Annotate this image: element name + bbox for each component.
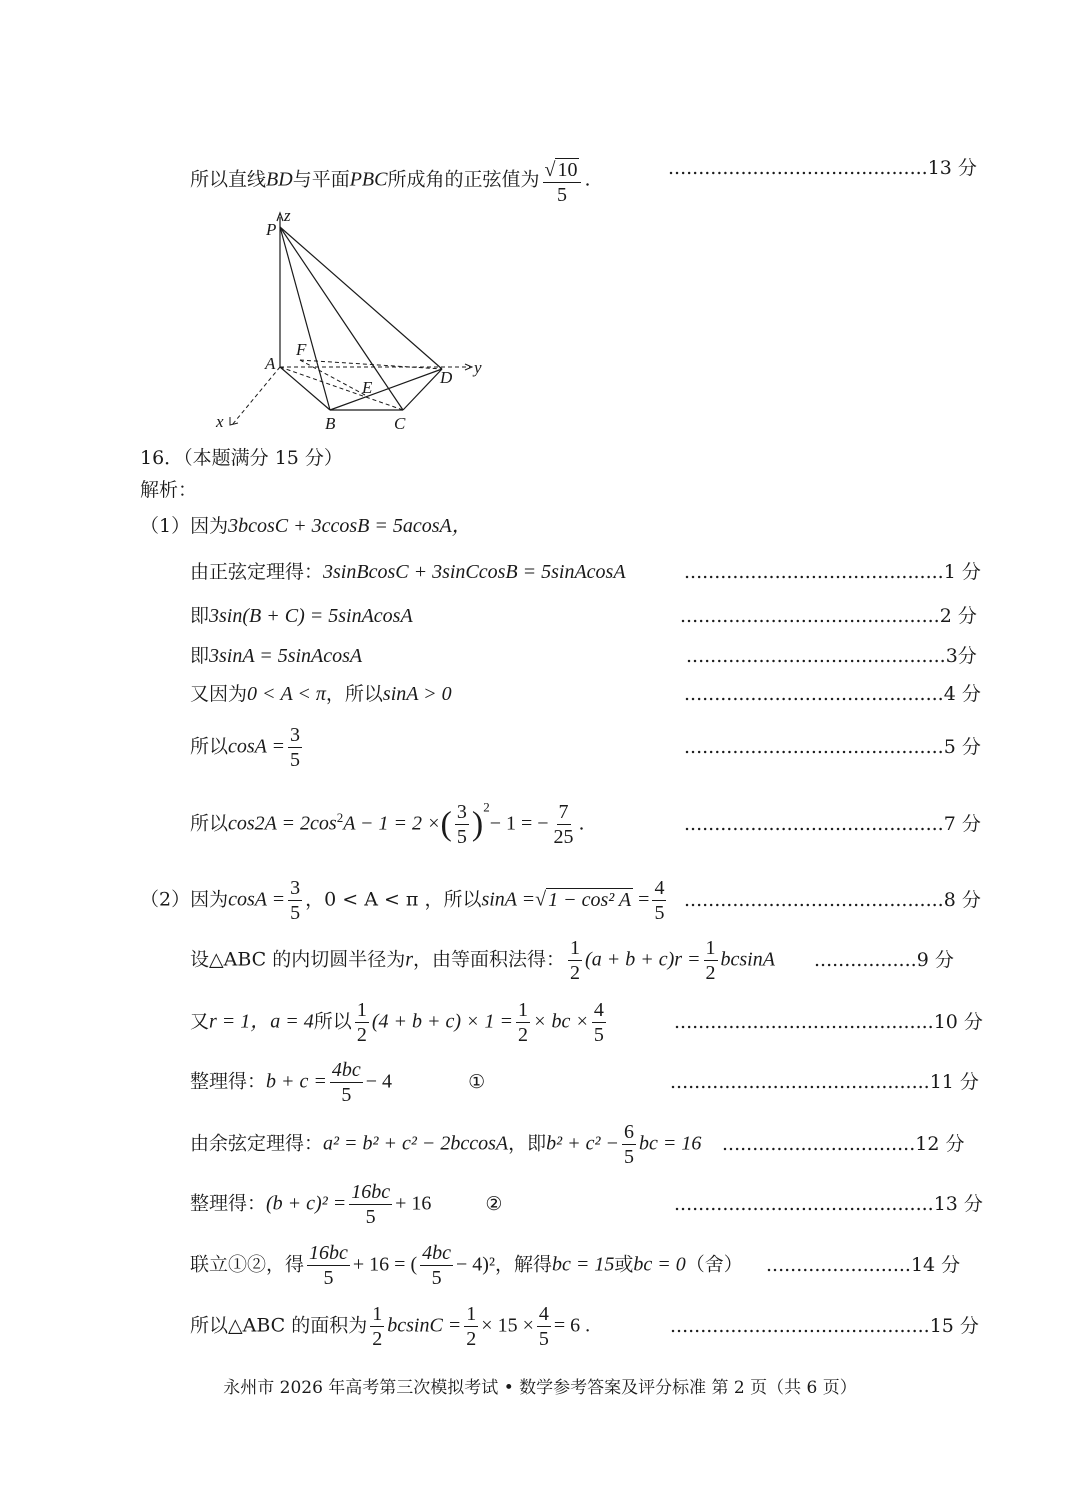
math: b + c = [266, 1070, 327, 1093]
label-y: y [474, 358, 482, 377]
segment-AC [280, 367, 403, 410]
text: 所以△ABC 的面积为 [190, 1314, 368, 1337]
math: bc = 15 [551, 1253, 615, 1276]
score: 10 分 [933, 1011, 983, 1033]
numerator: 1 [518, 999, 528, 1021]
math: − 4 [365, 1070, 393, 1093]
score: 7 分 [943, 813, 981, 835]
text: . [584, 168, 591, 191]
step-9 [190, 936, 775, 985]
denominator: 5 [624, 1146, 635, 1168]
score: 9 分 [916, 949, 954, 971]
math: (b + c)² = [266, 1192, 347, 1215]
step-12 [190, 1120, 701, 1169]
x-arrow [230, 417, 238, 425]
score-10 [674, 1010, 983, 1034]
math: A − 1 = 2 × [343, 812, 441, 835]
denominator: 2 [466, 1328, 477, 1350]
denominator: 2 [518, 1024, 528, 1046]
math: 0 < A < π [247, 683, 326, 705]
denominator: 2 [570, 962, 581, 984]
frac [455, 800, 469, 849]
score: 8 分 [943, 889, 981, 911]
frac [652, 876, 666, 925]
score-9 [814, 948, 954, 972]
text: 即 [190, 605, 210, 627]
score: 13 分 [927, 157, 977, 179]
exponent: 2 [483, 799, 490, 815]
step-15 [190, 1302, 590, 1351]
step-3 [190, 644, 362, 668]
score-4 [684, 682, 981, 706]
equation-marker: ② [485, 1192, 503, 1215]
text: 整理得： [190, 1070, 267, 1093]
score: 3分 [945, 645, 977, 667]
math: sinA = [481, 888, 536, 911]
frac [516, 998, 530, 1047]
numerator: 1 [466, 1303, 477, 1325]
dots: ........................................... [670, 1315, 930, 1337]
score-14 [766, 1253, 960, 1277]
edge-AB [280, 367, 330, 410]
denominator: 2 [705, 962, 716, 984]
part2-step-8: （2）因为cosA = $\frac{3}{5}$ ，0 < A < π ，所以sinA =√ 1 − cos² A = $\frac{4}{5}$ [140, 877, 665, 924]
frac [592, 998, 606, 1047]
denominator: 5 [593, 1024, 604, 1046]
numerator: 16bc [309, 1242, 348, 1264]
label-A: A [265, 354, 276, 373]
label-C: C [394, 414, 406, 433]
numerator: 4 [593, 999, 604, 1021]
frac [464, 1302, 478, 1351]
question-16-header: 16．（本题满分 15 分） [140, 447, 343, 469]
label-x: x [216, 412, 224, 431]
math: − 4)² [456, 1253, 495, 1276]
text: 又因为 [190, 683, 248, 705]
dots: ........................................... [674, 1193, 934, 1215]
dots: ........................................... [684, 813, 944, 835]
math: cos2A = 2cos [228, 812, 337, 835]
numerator: 4bc [422, 1242, 452, 1264]
math: r = 1，a = 4 [209, 1010, 314, 1033]
text: ，所以 [325, 683, 383, 705]
frac [370, 1302, 384, 1351]
label-B: B [325, 414, 336, 433]
dots: ........................................... [684, 889, 944, 911]
denominator: 5 [556, 184, 567, 206]
text: ，解得 [494, 1253, 552, 1276]
denominator: 5 [538, 1328, 549, 1350]
dots: ........................................... [674, 1011, 934, 1033]
math: b² + c² − [546, 1132, 620, 1155]
paren: ( [440, 805, 452, 843]
text: 或 [614, 1253, 634, 1276]
exponent: 2 [336, 810, 344, 826]
score-dots-13a [668, 156, 977, 180]
text: 所以直线 [190, 168, 267, 191]
equation-marker: ① [468, 1070, 486, 1093]
math: PBC [349, 168, 388, 191]
numerator: 10 [557, 159, 578, 181]
denominator: 2 [372, 1328, 383, 1350]
math: sinA > 0 [382, 683, 452, 705]
denominator: 5 [323, 1267, 334, 1289]
text: 所以 [190, 812, 229, 835]
text: 由正弦定理得： [190, 561, 324, 583]
frac [622, 1120, 636, 1169]
top-conclusion-line [190, 156, 591, 205]
text: 与平面 [292, 168, 350, 191]
text: ，0 < A < π ，所以 [305, 888, 482, 911]
score: 13 分 [933, 1193, 983, 1215]
label-D: D [440, 368, 453, 387]
dots: ........................................... [684, 561, 944, 583]
dots: ........................................... [670, 1071, 930, 1093]
step-14 [190, 1241, 743, 1290]
paren: ) [471, 805, 484, 843]
denominator: 5 [654, 902, 665, 924]
numerator: 4 [654, 877, 665, 899]
numerator: 1 [372, 1303, 383, 1325]
frac [288, 723, 302, 772]
score: 4 分 [943, 683, 981, 705]
step-11 [190, 1058, 485, 1107]
math: cosA = [228, 888, 286, 911]
score: 14 分 [910, 1254, 961, 1276]
score: 2 分 [939, 605, 977, 627]
text: 整理得： [190, 1192, 267, 1215]
dots: ........................................... [668, 157, 928, 179]
math: − 1 = − [489, 812, 549, 835]
dots: ........................ [766, 1254, 911, 1276]
math: 3sinBcosC + 3sinCcosB = 5sinAcosA [323, 561, 626, 583]
dots: ........................................... [684, 683, 944, 705]
step-10 [190, 998, 609, 1047]
frac [307, 1241, 350, 1290]
math: × bc × [533, 1010, 589, 1033]
math: bc = 16 [639, 1132, 702, 1155]
y-arrow [465, 364, 472, 370]
score: 15 分 [929, 1315, 979, 1337]
text: （舍） [685, 1253, 743, 1276]
numerator: 4 [538, 1303, 549, 1325]
frac [420, 1241, 453, 1290]
step-4 [190, 682, 452, 706]
text: 又 [190, 1010, 210, 1033]
analysis-label: 解析： [140, 479, 198, 501]
dots: ........................................... [686, 645, 946, 667]
frac [552, 800, 576, 849]
frac [349, 1180, 392, 1229]
math: + 16 [395, 1192, 432, 1215]
score: 11 分 [929, 1071, 979, 1093]
frac [355, 998, 369, 1047]
numerator: 3 [290, 724, 301, 746]
edge-CD [403, 369, 442, 410]
dots: ................................ [722, 1133, 916, 1155]
label-P: P [266, 220, 277, 239]
math: cosA = [228, 735, 286, 758]
label-F: F [296, 340, 307, 359]
dots: ........................................... [680, 605, 940, 627]
pyramid-figure [210, 205, 500, 435]
denominator: 5 [290, 902, 301, 924]
label-z: z [284, 206, 291, 225]
text: 设△ABC 的内切圆半径为 [190, 948, 406, 971]
step-7: 所以$\cos 2A = 2\cos^2A - 1 = 2$ ×( $\frac{3}{5}$ )$^2$− 1 = − $\frac{7}{25}$ . [190, 799, 585, 848]
numerator: 6 [624, 1121, 635, 1143]
score-7 [684, 812, 981, 836]
numerator: 1 [570, 937, 581, 959]
numerator: 3 [456, 801, 467, 823]
text: ，即 [508, 1132, 547, 1155]
text: 即 [190, 645, 210, 667]
text: ，由等面积法得： [413, 948, 566, 971]
math: a² = b² + c² − 2bccosA [323, 1132, 509, 1155]
score: 1 分 [943, 561, 981, 583]
denominator: 5 [341, 1084, 352, 1106]
part1-given [140, 514, 472, 538]
step-13 [190, 1180, 502, 1229]
step-1 [190, 560, 626, 584]
math: + 16 = ( [352, 1253, 418, 1276]
math: bcsinA [720, 948, 775, 971]
math: BD [266, 168, 293, 191]
math: 1 − cos² A [548, 888, 632, 911]
step-5 [190, 723, 305, 772]
score-8 [684, 888, 981, 912]
text: （2）因为 [140, 888, 229, 911]
score-13 [674, 1192, 983, 1216]
math: bc = 0 [633, 1253, 686, 1276]
math: × 15 × [481, 1314, 534, 1337]
dots: ................. [814, 949, 917, 971]
text: 所以 [313, 1010, 352, 1033]
score-2 [680, 604, 977, 628]
page-footer: 永州市 2026 年高考第三次模拟考试 • 数学参考答案及评分标准 第 2 页（共 6 页） [223, 1378, 857, 1398]
score-1 [684, 560, 981, 584]
math: bcsinC = [387, 1314, 462, 1337]
text: 所成角的正弦值为 [387, 168, 540, 191]
numerator: 7 [558, 801, 569, 823]
label-E: E [362, 378, 373, 397]
step-2 [190, 604, 413, 628]
math: 3bcosC + 3ccosB = 5acosA， [228, 515, 472, 537]
denominator: 5 [431, 1267, 442, 1289]
frac [568, 936, 582, 985]
score-3 [686, 644, 977, 668]
score-11 [670, 1070, 979, 1094]
edge-PB [280, 227, 330, 410]
numerator: 16bc [351, 1181, 391, 1203]
x-axis-dashed [232, 367, 280, 425]
score-12 [722, 1132, 964, 1156]
denominator: 2 [356, 1024, 367, 1046]
sqrt10-over-5: $\frac{√ 10}{5}$ [543, 158, 582, 207]
score-15 [670, 1314, 979, 1338]
numerator: 1 [356, 999, 367, 1021]
denominator: 5 [365, 1206, 376, 1228]
math: r [405, 948, 414, 971]
math: = 6 . [553, 1314, 591, 1337]
dots: ........................................... [684, 736, 944, 758]
text: 联立①②，得 [190, 1253, 305, 1276]
denominator: 5 [456, 826, 467, 848]
denominator: 5 [290, 749, 301, 771]
frac [288, 876, 302, 925]
math: 3sinA = 5sinAcosA [209, 645, 363, 667]
score-5 [684, 735, 981, 759]
denominator: 25 [553, 826, 574, 848]
frac [704, 936, 718, 985]
numerator: 4bc [331, 1059, 361, 1081]
text: 由余弦定理得： [190, 1132, 324, 1155]
frac [537, 1302, 551, 1351]
math: 3sin(B + C) = 5sinAcosA [209, 605, 413, 627]
score: 12 分 [915, 1133, 965, 1155]
numerator: 3 [290, 877, 301, 899]
numerator: 1 [705, 937, 716, 959]
frac [330, 1058, 363, 1107]
text: （1）因为 [140, 515, 229, 537]
score: 5 分 [943, 736, 981, 758]
math: (4 + b + c) × 1 = [371, 1010, 513, 1033]
math: (a + b + c)r = [585, 948, 701, 971]
text: 所以 [190, 735, 229, 758]
